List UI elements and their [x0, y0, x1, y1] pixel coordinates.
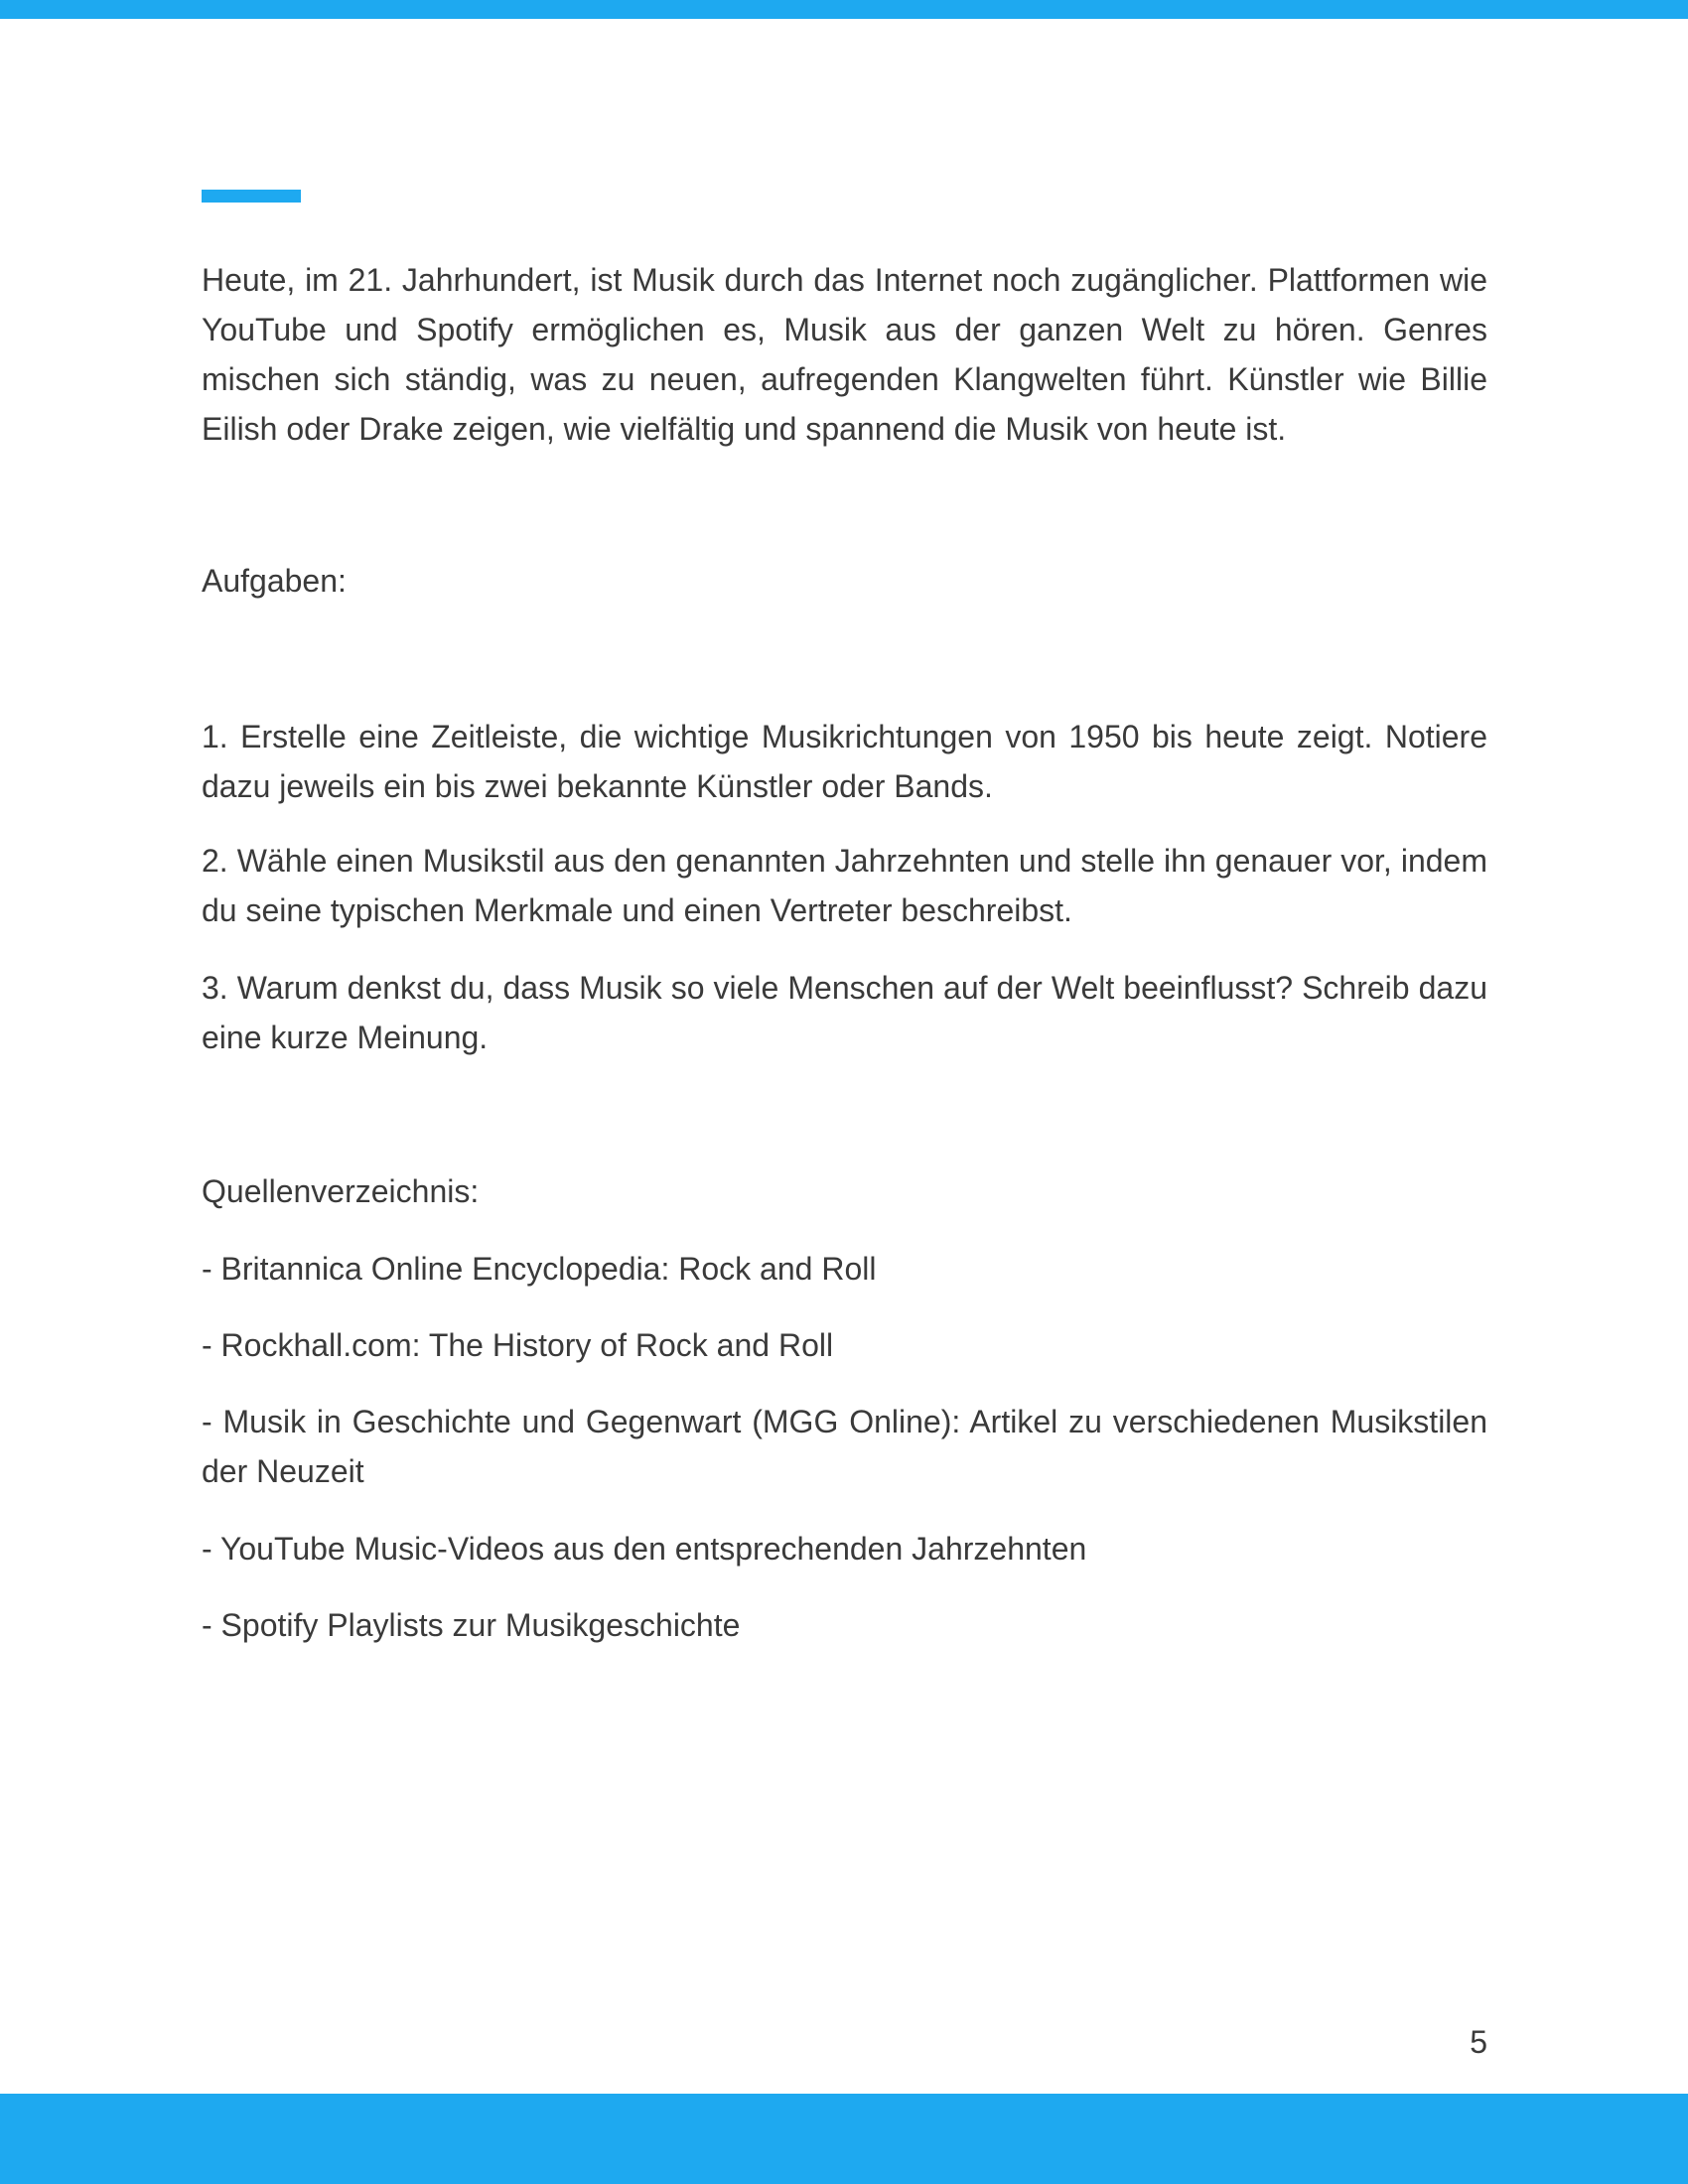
source-item: - YouTube Music-Videos aus den entsprechenden Jahrzehnten	[202, 1531, 1087, 1567]
source-item: - Rockhall.com: The History of Rock and Roll	[202, 1327, 834, 1363]
page-content	[202, 0, 1487, 2067]
source-item: - Britannica Online Encyclopedia: Rock and Roll	[202, 1251, 877, 1287]
intro-paragraph: Heute, im 21. Jahrhundert, ist Musik durch das Internet noch zugänglicher. Plattformen wie YouTube und Spotify ermöglichen es, Musik aus der ganzen Welt zu hören. Genres mischen sich ständig, was zu neuen, aufregenden Klangwelten führt. Künstler wie Billie Eilish oder Drake zeigen, wie vielfältig und spannend die Musik von heute ist.	[202, 262, 1487, 447]
source-item: - Musik in Geschichte und Gegenwart (MGG Online): Artikel zu verschiedenen Musikstilen der Neuzeit	[202, 1404, 1487, 1489]
page-number: 5	[1470, 2024, 1487, 2060]
section-marker-dash	[202, 190, 301, 203]
sources-heading: Quellenverzeichnis:	[202, 1173, 480, 1209]
tasks-heading: Aufgaben:	[202, 563, 347, 599]
bottom-accent-bar	[0, 2094, 1688, 2184]
task-item: 3. Warum denkst du, dass Musik so viele Menschen auf der Welt beeinflusst? Schreib dazu eine kurze Meinung.	[202, 970, 1487, 1055]
task-item: 2. Wähle einen Musikstil aus den genannten Jahrzehnten und stelle ihn genauer vor, indem du seine typischen Merkmale und einen Vertreter beschreibst.	[202, 843, 1487, 928]
task-item: 1. Erstelle eine Zeitleiste, die wichtige Musikrichtungen von 1950 bis heute zeigt. Notiere dazu jeweils ein bis zwei bekannte Künstler oder Bands.	[202, 719, 1487, 804]
source-item: - Spotify Playlists zur Musikgeschichte	[202, 1607, 741, 1643]
